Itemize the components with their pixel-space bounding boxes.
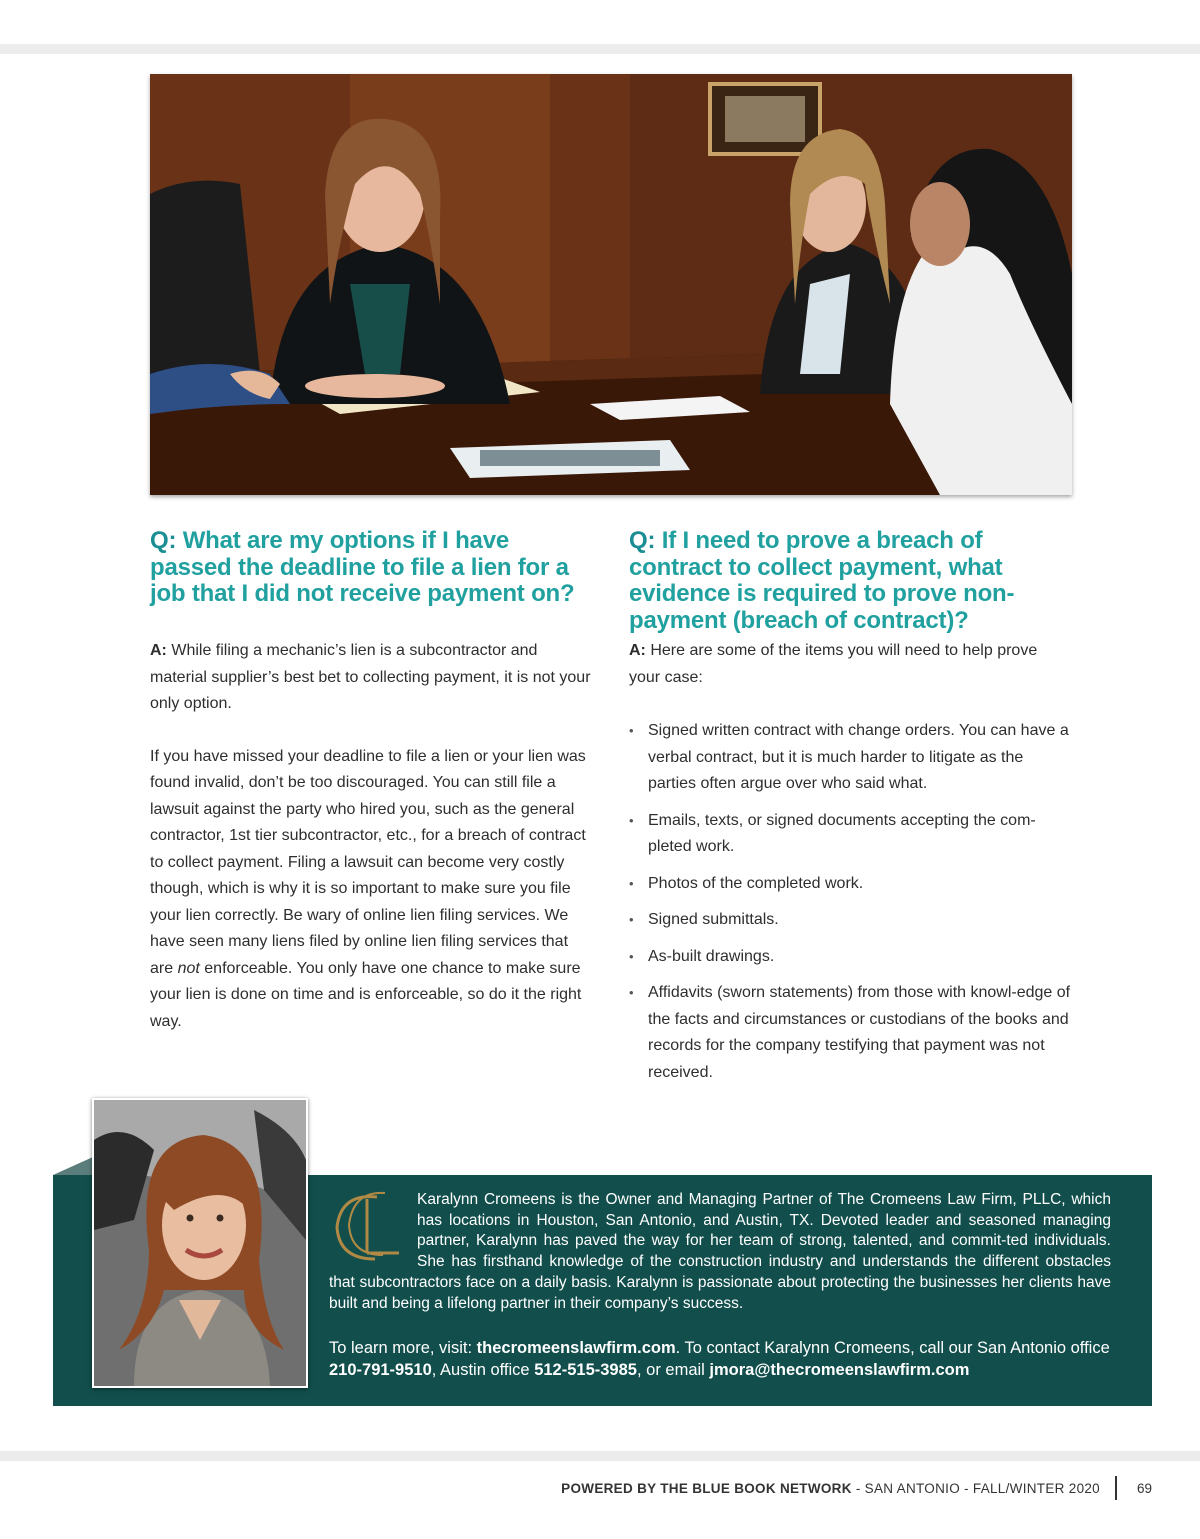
contact-intro: To learn more, visit: (329, 1339, 477, 1357)
right-a-mark: A: (629, 642, 646, 659)
bio-text (329, 1190, 1111, 1314)
logo-spacer (329, 1190, 417, 1272)
list-item: • As-built drawings. (629, 944, 1071, 971)
right-answer (629, 638, 1071, 691)
footer-brand: POWERED BY THE BLUE BOOK NETWORK (561, 1481, 852, 1496)
contact-mid: . To contact Karalynn Cromeens, call our San Antonio office (675, 1339, 1110, 1357)
left-paragraph-text-2: enforceable. You only have one chance to make sure your lien is done on time and is enforceable, so do it the right way. (150, 959, 582, 1030)
contact-austin: , Austin office (431, 1361, 535, 1379)
hero-photo (150, 74, 1072, 495)
right-q-mark: Q: (629, 527, 656, 554)
footer-edition: - SAN ANTONIO - FALL/WINTER 2020 (851, 1481, 1100, 1496)
left-paragraph (150, 744, 592, 1036)
left-answer-text: While filing a mechanic’s lien is a subcontractor and material supplier’s best bet to collecting payment, it is not your only option. (150, 642, 591, 712)
left-paragraph-text-1: If you have missed your deadline to file a lien or your lien was found invalid, don’t be too discouraged. You can still file a lawsuit against the party who hired you, such as the general contractor, 1st tier subcontractor, etc., for a breach of contract to collect payment. Filing a lawsuit can become very costly though, which is why it is so important to make sure you file your lien correctly. Be wary of online lien filing services. We have seen many liens filed by online lien filing services that are (150, 747, 586, 977)
bio-contact (329, 1337, 1119, 1381)
phone-austin[interactable]: 512-515-3985 (534, 1361, 637, 1379)
phone-san-antonio[interactable]: 210-791-9510 (329, 1361, 432, 1379)
left-column (150, 528, 592, 1035)
right-question (629, 528, 1071, 638)
author-portrait (92, 1098, 308, 1388)
meeting-photo-illustration (150, 74, 1072, 495)
list-item: • Emails, texts, or signed documents accepting the com-pleted work. (629, 808, 1071, 861)
right-column (629, 528, 1071, 1096)
left-a-mark: A: (150, 642, 167, 659)
footer-separator (1115, 1476, 1117, 1500)
website-link[interactable]: thecromeenslawfirm.com (476, 1339, 676, 1357)
top-band (0, 44, 1200, 54)
left-question (150, 528, 592, 638)
list-item: • Signed submittals. (629, 907, 1071, 934)
list-item: • Affidavits (sworn statements) from those with knowl-edge of the facts and circumstances or custodians of the books and records for the company testifying that payment was not received. (629, 980, 1071, 1086)
email-link[interactable]: jmora@thecromeenslawfirm.com (709, 1361, 970, 1379)
left-answer (150, 638, 592, 718)
portrait-illustration (94, 1100, 306, 1386)
page-number: 69 (1137, 1481, 1153, 1496)
bio-paragraph: Karalynn Cromeens is the Owner and Managing Partner of The Cromeens Law Firm, PLLC, which has locations in Houston, San Antonio, and Austin, TX. Devoted leader and seasoned managing partner, Karalynn has paved the way for her team of strong, talented, and commit-ted individuals. She has firsthand knowledge of the construction industry and understands the different obstacles that subcontractors face on a daily basis. Karalynn is passionate about protecting the businesses her clients have built and being a lifelong partner in their company’s success. (329, 1191, 1111, 1312)
footer-credit (561, 1479, 1100, 1499)
bottom-band (0, 1451, 1200, 1461)
evidence-list (629, 718, 1071, 1086)
list-item: • Signed written contract with change orders. You can have a verbal contract, but it is much harder to litigate as the parties often argue over who said what. (629, 718, 1071, 798)
left-q-mark: Q: (150, 527, 177, 554)
left-question-text: What are my options if I have passed the deadline to file a lien for a job that I did not receive payment on? (150, 527, 575, 607)
right-answer-text: Here are some of the items you will need to help prove your case: (629, 642, 1038, 686)
left-paragraph-emphasis: not (177, 959, 200, 977)
contact-email-intro: , or email (636, 1361, 710, 1379)
list-item: • Photos of the completed work. (629, 871, 1071, 898)
bio-box-tab (53, 1157, 93, 1175)
right-question-text: If I need to prove a breach of contract to collect payment, what evidence is required to prove non-payment (breach of contract)? (629, 527, 1015, 634)
